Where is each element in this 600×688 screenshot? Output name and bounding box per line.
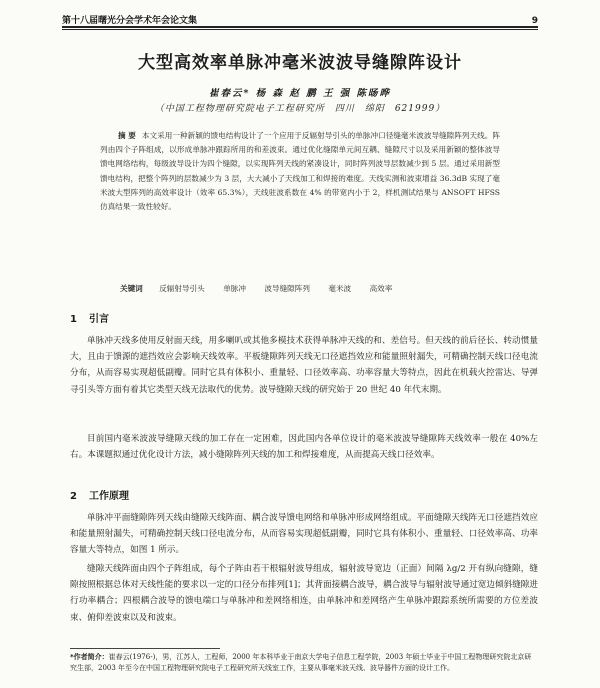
paragraph: 目前国内毫米波波导缝隙天线的加工存在一定困难，因此国内各单位设计的毫米波波导缝隙阵天线效率一般在 40%左右。本课题拟通过优化设计方法，减小缝隙阵列天线的加工和焊接难度，从而提高天线口径效率。: [70, 434, 538, 461]
section-heading-principle: [70, 487, 129, 502]
section-title: 引言: [88, 314, 109, 325]
running-header: [62, 10, 538, 26]
keywords-label: 关键词: [120, 284, 143, 293]
paragraph: 缝隙天线阵面由四个子阵组成，每个子阵由若干根辐射波导组成，辐射波导宽边（正面）间隔 λg/2 开有纵向缝隙，缝隙按照根据总体对天线性能的要求以一定的口径分布排列[1]；其背面接耦合波导，耦合波导与辐射波导通过宽边倾斜缝隙进行功率耦合；四根耦合波导的馈电端口与单脉冲和差网络相连，由单脉冲和差网络产生单脉冲跟踪系统所需要的方位差波束、俯仰差波束以及和波束。: [70, 564, 538, 623]
footnote-text: 崔春云(1976-)，男，江苏人，工程师，2000 年本科毕业于南京大学电子信息工程学院，2003 年硕士毕业于中国工程物理研究院北京研究生部，2003 年至今在中国工程物理研究院电子工程研究所天线室工作，主要从事毫米波天线、波导器件方面的设计工作。: [70, 653, 532, 672]
section-number: 2: [70, 491, 77, 502]
abstract: [100, 129, 500, 214]
paragraph: 单脉冲平面缝隙阵列天线由缝隙天线阵面、耦合波导馈电网络和单脉冲形成网络组成。平面缝隙天线阵无口径遮挡效应和能量照射漏失，可精确控制天线口径电流分布，从而容易实现超低副瓣，同时它具有体积小、重量轻、口径效率高、功率容量大等特点，如图 1 所示。: [70, 513, 538, 556]
author-list: 崔春云* 杨 森 赵 鹏 王 强 陈旸晔: [208, 88, 392, 99]
abstract-text: 本文采用一种新颖的馈电结构设计了一个应用于反辐射导引头的单脉冲口径缝毫米波波导缝隙阵列天线。阵列由四个子阵组成，以形成单脉冲跟踪所用的和差波束。通过优化缝隙单元间互耦、缝隙尺寸以及采用新颖的整体波导馈电网络结构，每级波导设计为四个缝隙，以实现阵列天线的紧凑设计，同时阵列波导层数减少到 5 层。通过采用新型馈电结构，把整个阵列的层数减少为 3 层，大大减小了天线加工和焊接的难度。天线实测和波束增益 36.3dB 实现了毫米波大型阵列的高效率设计（效率 65.3%），天线驻波系数在 4% 的带宽内小于 2，样机测试结果与 ANSOFT HFSS 仿真结果一致性较好。: [100, 131, 500, 212]
footnote-label: *作者简介：: [70, 653, 109, 661]
paper-title: 大型高效率单脉冲毫米波波导缝隙阵设计: [138, 53, 462, 73]
keyword: 毫米波: [328, 284, 352, 293]
section-title: 工作原理: [88, 491, 129, 502]
keyword: 波导缝隙阵列: [264, 284, 310, 293]
header-rule-thin: [62, 29, 538, 30]
keywords: [120, 283, 500, 294]
paragraph: 单脉冲天线多使用反射面天线，用多喇叭或其他多模技术获得单脉冲天线的和、差信号。但天线的前后径长、转动惯量大，且由于馈源的遮挡效应会影响天线效率。平板缝隙阵列天线无口径遮挡效应和能量照射漏失，可精确控制天线口径电流分布，从而容易实现超低副瓣。同时它具有体积小、重量轻、口径效率高、功率容量大等特点，因此在机载火控雷达、导弹寻引头等方面有着其它类型天线无法取代的优势。波导缝隙天线的研究始于 20 世纪 40 年代末期。: [70, 336, 538, 395]
section-number: 1: [70, 314, 77, 325]
keyword: 单脉冲: [223, 284, 246, 293]
author-footnote: [70, 652, 538, 674]
section-heading-introduction: [70, 310, 109, 325]
header-rule: [62, 26, 538, 28]
abstract-label: 摘 要: [118, 131, 136, 140]
proceedings-title: 第十八届曙光分会学术年会论文集: [62, 16, 198, 26]
footnote-rule: [70, 648, 220, 649]
affiliation: （中国工程物理研究院电子工程研究所 四川 绵阳 621999）: [154, 104, 446, 114]
keyword: 反辐射导引头: [159, 284, 205, 293]
keyword: 高效率: [369, 284, 393, 293]
page-number: 9: [531, 16, 538, 26]
